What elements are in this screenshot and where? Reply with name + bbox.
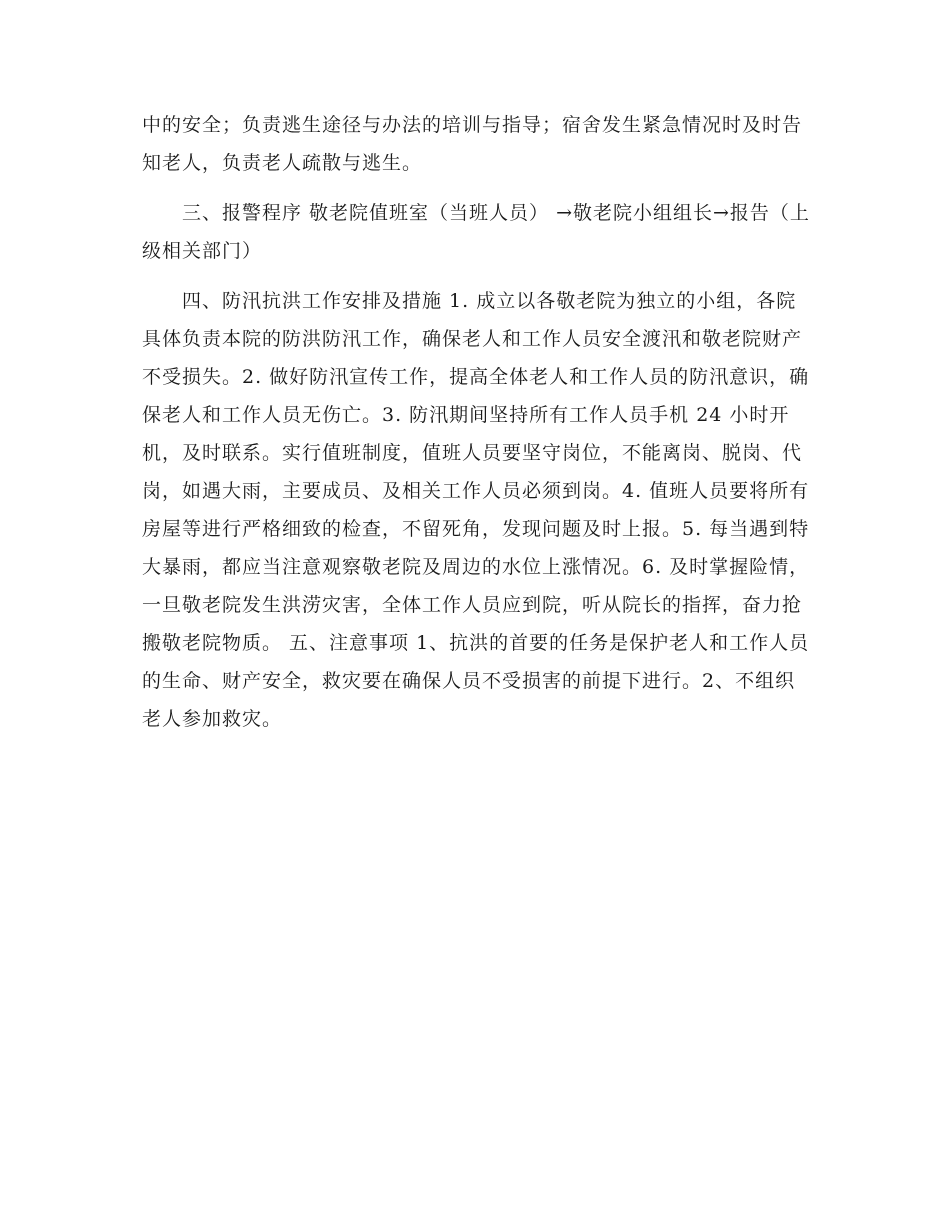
paragraph-alarm-procedure: 三、报警程序 敬老院值班室（当班人员） →敬老院小组组长→报告（上级相关部门）: [142, 202, 810, 262]
paragraph-safety-duties: 中的安全；负责逃生途径与办法的培训与指导；宿舍发生紧急情况时及时告知老人，负责老人疏散与逃生。: [142, 114, 803, 174]
paragraph-flood-measures: 四、防汛抗洪工作安排及措施 1. 成立以各敬老院为独立的小组，各院具体负责本院的防洪防汛工作，确保老人和工作人员安全渡汛和敬老院财产不受损失。2. 做好防汛宣传工作，提高全体老人和工作人员的防汛意识，确保老人和工作人员无伤亡。3. 防汛期间坚持所有工作人员手机 24 小时开机，及时联系。实行值班制度，值班人员要坚守岗位，不能离岗、脱岗、代岗，如遇大雨，主要成员、及相关工作人员必须到岗。4. 值班人员要将所有房屋等进行严格细致的检查，不留死角，发现问题及时上报。5. 每当遇到特大暴雨，都应当注意观察敬老院及周边的水位上涨情况。6. 及时掌握险情，一旦敬老院发生洪涝灾害，全体工作人员应到院，听从院长的指挥，奋力抢搬敬老院物质。 五、注意事项 1、抗洪的首要的任务是保护老人和工作人员的生命、财产安全，救灾要在确保人员不受损害的前提下进行。2、不组织老人参加救灾。: [142, 290, 810, 730]
document-body: [142, 106, 810, 738]
